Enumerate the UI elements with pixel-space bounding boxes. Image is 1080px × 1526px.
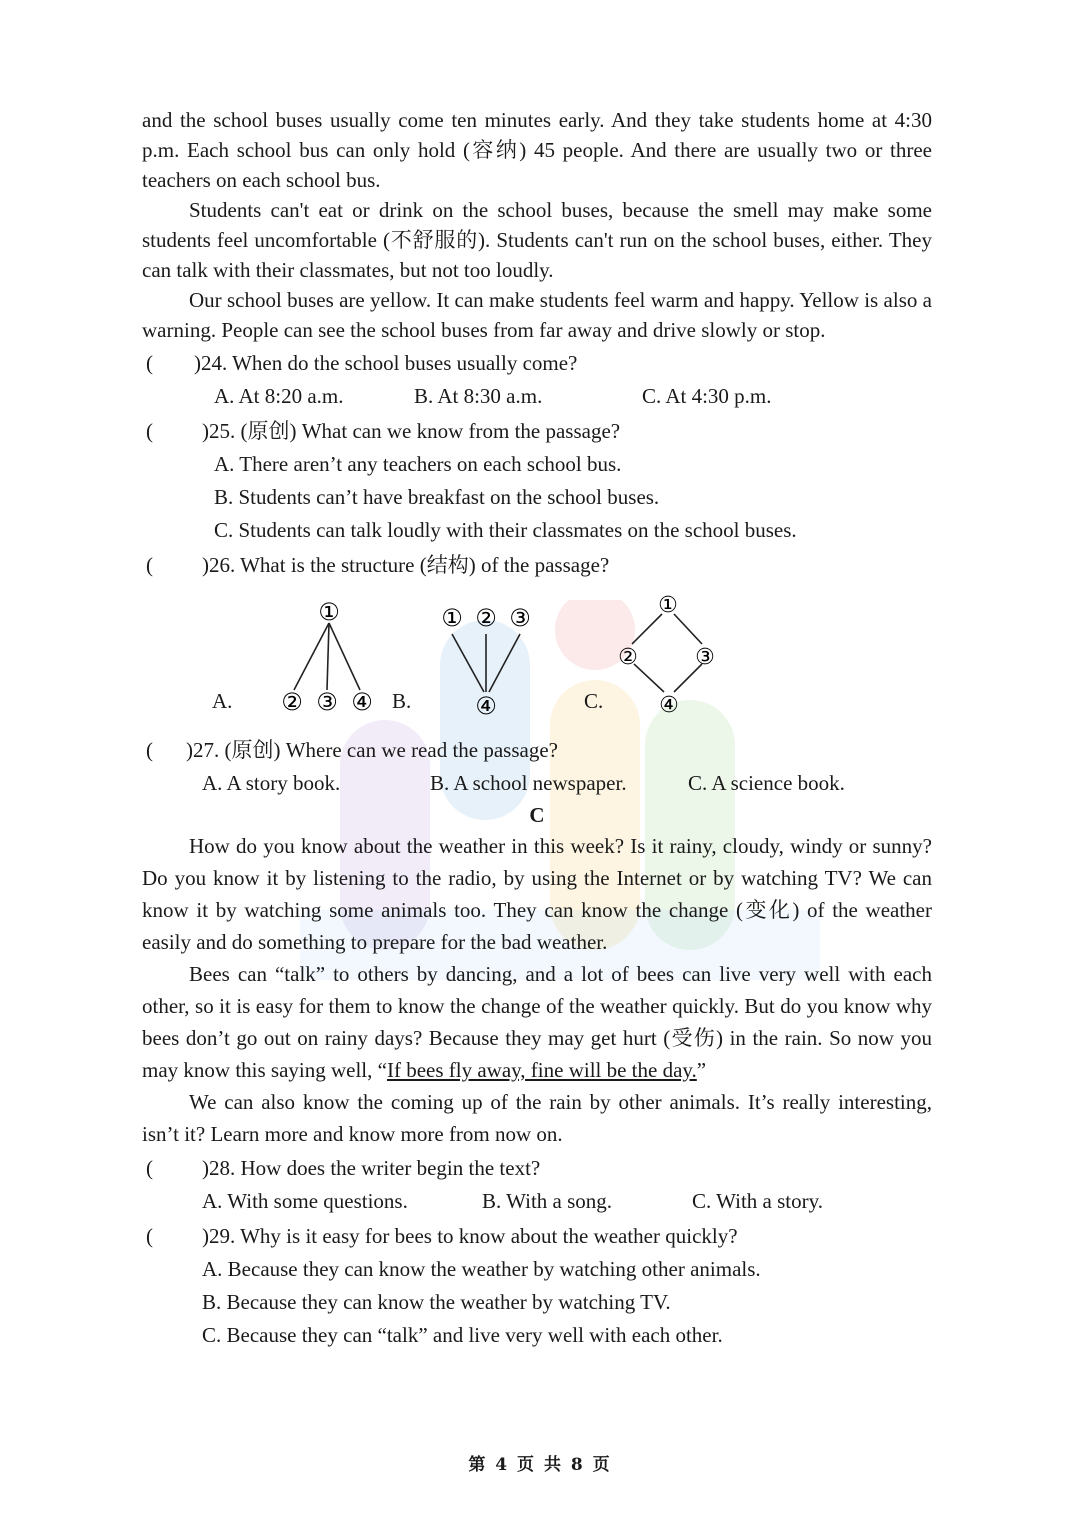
- question-27-options: [142, 767, 932, 800]
- question-text: )24. When do the school buses usually come?: [194, 351, 578, 375]
- section-heading-c: C: [529, 803, 545, 827]
- diagram-b: [432, 594, 542, 719]
- underlined-saying: If bees fly away, fine will be the day.: [386, 1058, 697, 1082]
- answer-blank[interactable]: (: [146, 351, 153, 375]
- node-4: ④: [475, 692, 497, 719]
- option-c-label: C.: [584, 689, 604, 713]
- closing-quote: ”: [696, 1058, 707, 1082]
- option-b: B. Because they can know the weather by watching TV.: [202, 1290, 671, 1314]
- option-c: C. Because they can “talk” and live very well with each other.: [202, 1323, 723, 1347]
- option-b: B. Students can’t have breakfast on the school buses.: [214, 485, 660, 509]
- question-24-options: [142, 380, 932, 413]
- question-text: )28. How does the writer begin the text?: [202, 1156, 541, 1180]
- question-27: [142, 734, 932, 767]
- question-25: [142, 415, 932, 448]
- node-1: ①: [658, 593, 678, 618]
- answer-blank[interactable]: (: [146, 1224, 153, 1248]
- question-text: )27. (原创) Where can we read the passage?: [186, 738, 558, 762]
- option-a: A. Because they can know the weather by watching other animals.: [202, 1257, 761, 1281]
- diagram-c: [612, 584, 732, 714]
- answer-blank[interactable]: (: [146, 1156, 153, 1180]
- option-a: A. At 8:20 a.m.: [214, 384, 344, 408]
- paragraph-text: Bees can “talk” to others by dancing, and a lot of bees can live very well with each other, so it is easy for them to know the change of the weather quickly. But do you know why bees don’t go out on rainy days? Because they may get hurt (受伤) in the rain. So now you may know this saying well, “: [142, 962, 932, 1082]
- option-c: C. A science book.: [688, 771, 845, 795]
- passage-c-paragraph-3: We can also know the coming up of the rain by other animals. It’s really interesting, isn’t it? Learn more and know more from now on.: [142, 1090, 932, 1146]
- option-a: A. With some questions.: [202, 1189, 408, 1213]
- page-number-footer: 第 4 页 共 8 页: [468, 1455, 612, 1475]
- question-24: [142, 347, 932, 380]
- passage-b-paragraph-1: and the school buses usually come ten minutes early. And they take students home at 4:30 p.m. Each school bus can only hold (容纳) 45 people. And there are usually two or three teachers on each school bus.: [142, 108, 932, 192]
- main-content: [142, 105, 932, 1352]
- question-28: [142, 1152, 932, 1185]
- option-c: C. With a story.: [692, 1189, 823, 1213]
- option-b-label: B.: [392, 689, 412, 713]
- option-b: B. At 8:30 a.m.: [414, 384, 543, 408]
- diagram-a: [272, 590, 382, 715]
- option-a-label: A.: [212, 689, 233, 713]
- node-1: ①: [318, 598, 340, 626]
- question-28-options: [142, 1185, 932, 1218]
- option-c: C. At 4:30 p.m.: [642, 384, 772, 408]
- node-4: ④: [659, 693, 679, 714]
- node-2: ②: [475, 604, 497, 632]
- option-b: B. With a song.: [482, 1189, 613, 1213]
- node-4: ④: [351, 688, 373, 715]
- question-text: )26. What is the structure (结构) of the passage?: [202, 553, 610, 577]
- passage-c-paragraph-2: [142, 958, 932, 1086]
- answer-blank[interactable]: (: [146, 419, 153, 443]
- option-b: B. A school newspaper.: [430, 771, 627, 795]
- passage-c-paragraph-1: How do you know about the weather in this week? Is it rainy, cloudy, windy or sunny? Do you know it by listening to the radio, by using the Internet or by watching TV? We can know it by watching some animals too. They can know the change (变化) of the weather easily and do something to prepare for the bad weather.: [142, 834, 932, 954]
- node-3: ③: [316, 688, 338, 715]
- question-29: [142, 1220, 932, 1253]
- node-3: ③: [509, 604, 531, 632]
- node-1: ①: [441, 604, 463, 632]
- passage-b-paragraph-2: Students can't eat or drink on the school buses, because the smell may make some students feel uncomfortable (不舒服的). Students can't run on the school buses, either. They can talk with their classmates, but not too loudly.: [142, 198, 932, 282]
- option-a: A. A story book.: [202, 771, 341, 795]
- node-3: ③: [695, 645, 715, 670]
- question-text: )29. Why is it easy for bees to know about the weather quickly?: [202, 1224, 738, 1248]
- passage-b-paragraph-3: Our school buses are yellow. It can make students feel warm and happy. Yellow is also a warning. People can see the school buses from far away and drive slowly or stop.: [142, 288, 932, 342]
- question-text: )25. (原创) What can we know from the passage?: [202, 419, 621, 443]
- option-a: A. There aren’t any teachers on each school bus.: [214, 452, 622, 476]
- answer-blank[interactable]: (: [146, 738, 153, 762]
- node-2: ②: [281, 688, 303, 715]
- node-2: ②: [618, 645, 638, 670]
- answer-blank[interactable]: (: [146, 553, 153, 577]
- question-26: [142, 549, 932, 582]
- option-c: C. Students can talk loudly with their classmates on the school buses.: [214, 518, 797, 542]
- structure-diagrams: [142, 582, 932, 732]
